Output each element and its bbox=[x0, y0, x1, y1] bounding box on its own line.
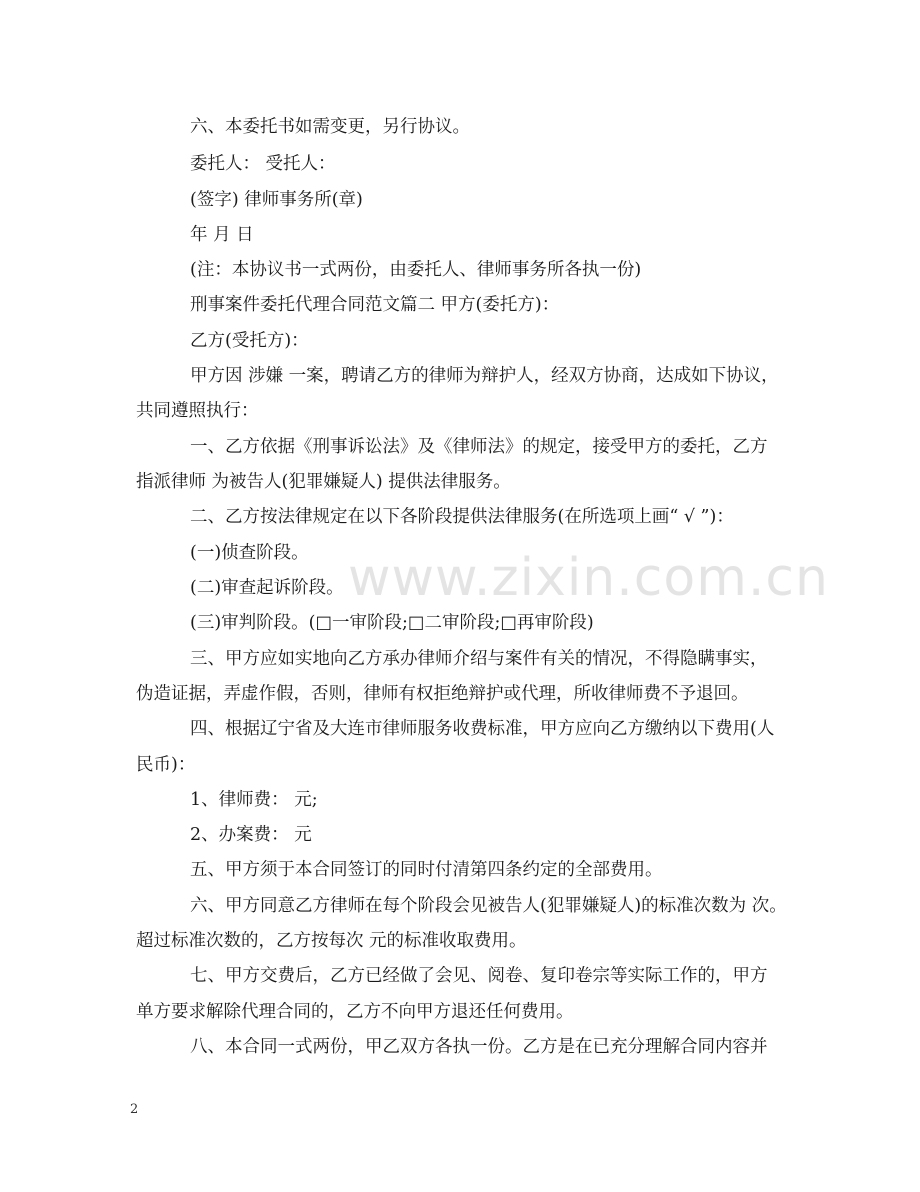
text-line: 六、甲方同意乙方律师在每个阶段会见被告人(犯罪嫌疑人)的标准次数为 次。 bbox=[190, 896, 787, 916]
text-line: 六、本委托书如需变更，另行协议。 bbox=[190, 117, 470, 137]
text-line: (签字) 律师事务所(章) bbox=[190, 190, 363, 210]
text-line: (二)审查起诉阶段。 bbox=[190, 578, 344, 598]
page-number: 2 bbox=[130, 1102, 139, 1117]
text-line: 指派律师 为被告人(犯罪嫌疑人) 提供法律服务。 bbox=[136, 472, 511, 492]
text-line: 共同遵照执行： bbox=[136, 401, 259, 421]
text-line: (三)审判阶段。(□一审阶段;□二审阶段;□再审阶段) bbox=[190, 613, 594, 633]
text-line: 二、乙方按法律规定在以下各阶段提供法律服务(在所选项上画“ √ ”)： bbox=[190, 507, 734, 527]
text-line: 一、乙方依据《刑事诉讼法》及《律师法》的规定，接受甲方的委托，乙方 bbox=[190, 437, 768, 457]
text-line: 伪造证据，弄虚作假，否则，律师有权拒绝辩护或代理，所收律师费不予退回。 bbox=[136, 684, 749, 704]
text-line: 2、办案费： 元 bbox=[190, 825, 312, 845]
text-line: (注：本协议书一式两份，由委托人、律师事务所各执一份) bbox=[190, 260, 642, 280]
text-line: 民币)： bbox=[136, 755, 196, 775]
text-line: 超过标准次数的，乙方按每次 元的标准收取费用。 bbox=[136, 931, 527, 951]
text-line: 四、根据辽宁省及大连市律师服务收费标准，甲方应向乙方缴纳以下费用(人 bbox=[190, 719, 775, 739]
text-line: 三、甲方应如实地向乙方承办律师介绍与案件有关的情况，不得隐瞒事实， bbox=[190, 649, 768, 669]
text-line: 委托人： 受托人： bbox=[190, 154, 336, 174]
text-line: 八、本合同一式两份，甲乙双方各执一份。乙方是在已充分理解合同内容并 bbox=[190, 1037, 768, 1057]
text-line: 年 月 日 bbox=[190, 225, 254, 245]
text-line: 乙方(受托方)： bbox=[190, 331, 309, 351]
text-line: 刑事案件委托代理合同范文篇二 甲方(委托方)： bbox=[190, 295, 560, 315]
text-line: 1、律师费： 元; bbox=[190, 790, 318, 810]
watermark: www.zixin.com.cn bbox=[348, 548, 829, 608]
text-line: 单方要求解除代理合同的，乙方不向甲方退还任何费用。 bbox=[136, 1002, 574, 1022]
text-line: 七、甲方交费后，乙方已经做了会见、阅卷、复印卷宗等实际工作的，甲方 bbox=[190, 966, 768, 986]
text-line: 甲方因 涉嫌 一案，聘请乙方的律师为辩护人，经双方协商，达成如下协议， bbox=[190, 366, 779, 386]
text-line: (一)侦查阶段。 bbox=[190, 543, 309, 563]
text-line: 五、甲方须于本合同签订的同时付清第四条约定的全部费用。 bbox=[190, 860, 663, 880]
